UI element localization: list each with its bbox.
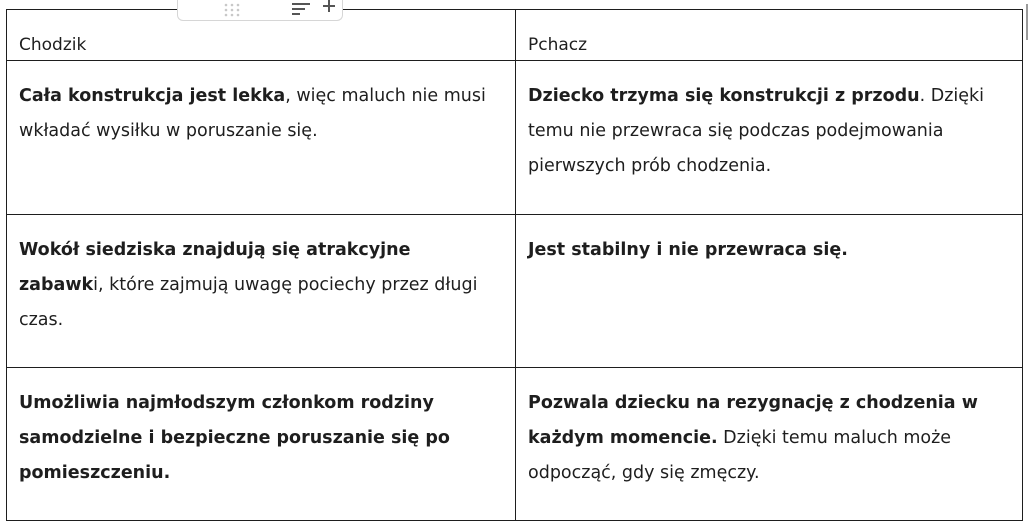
- cell-bold-text: Jest stabilny i nie przewraca się.: [528, 240, 848, 260]
- scrollbar[interactable]: [1026, 4, 1028, 40]
- table-cell[interactable]: [516, 215, 1023, 368]
- table-cell[interactable]: [7, 368, 516, 521]
- plus-icon[interactable]: [321, 0, 337, 15]
- cell-bold-text: Dziecko trzyma się konstrukcji z przodu: [528, 86, 920, 106]
- table-row: [7, 368, 1023, 521]
- cell-regular-text: , więc maluch nie musi wkładać wysiłku w poruszanie się.: [19, 86, 486, 141]
- cell-regular-text: . Dzięki temu nie przewraca się podczas podejmowania pierwszych prób chodzenia.: [528, 86, 985, 176]
- cell-bold-text: Umożliwia najmłodszym członkom rodziny samodzielne i bezpieczne poruszanie się po pomieszczeniu.: [19, 393, 450, 483]
- table-row: [7, 61, 1023, 215]
- cell-bold-text: Pozwala dziecku na rezygnację z chodzenia w każdym momencie.: [528, 393, 978, 448]
- header-label-chodzik: Chodzik: [19, 35, 87, 55]
- cell-regular-text: Dzięki temu maluch może odpocząć, gdy się zmęczy.: [528, 428, 952, 483]
- cell-regular-text: i, które zajmują uwagę pociechy przez długi czas.: [19, 275, 478, 330]
- table-cell[interactable]: [516, 368, 1023, 521]
- table-cell[interactable]: [7, 61, 516, 215]
- comparison-table: [6, 9, 1023, 521]
- table-cell[interactable]: [516, 61, 1023, 215]
- cell-text: [516, 368, 1022, 491]
- cell-text: [7, 61, 515, 149]
- block-toolbar: [177, 0, 343, 21]
- header-cell-right[interactable]: [516, 10, 1023, 61]
- cell-bold-text: Cała konstrukcja jest lekka: [19, 86, 286, 106]
- cell-text: [7, 215, 515, 338]
- drag-handle-icon[interactable]: [222, 2, 242, 16]
- cell-text: [516, 61, 1022, 184]
- table-row: [7, 215, 1023, 368]
- align-left-icon[interactable]: [291, 1, 313, 15]
- cell-bold-text: Wokół siedziska znajdują się atrakcyjne zabawk: [19, 240, 411, 295]
- cell-text: [7, 368, 515, 491]
- table-cell[interactable]: [7, 215, 516, 368]
- header-label-pchacz: Pchacz: [528, 35, 588, 55]
- table-header-row: [7, 10, 1023, 61]
- cell-text: [516, 215, 1022, 268]
